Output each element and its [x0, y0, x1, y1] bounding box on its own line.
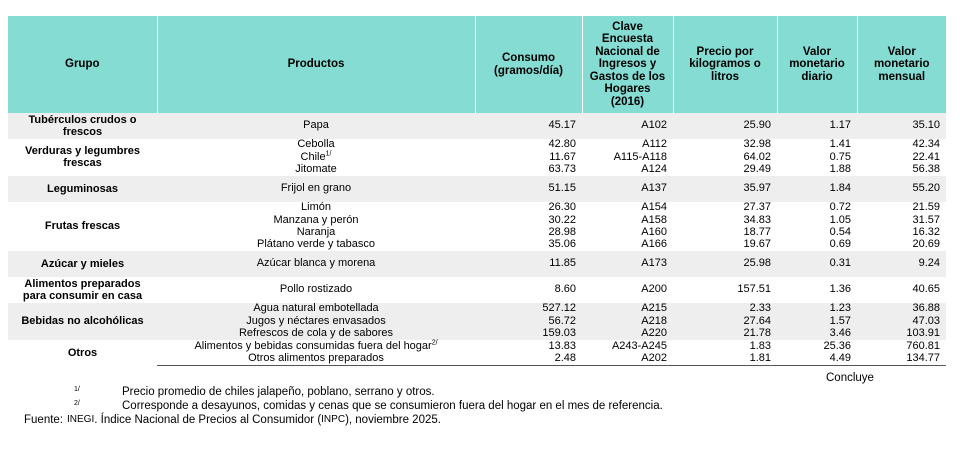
clave-cell	[582, 226, 673, 238]
consumo-cell	[475, 315, 582, 327]
consumo-cell-text: 2.48	[554, 352, 576, 365]
clave-cell	[582, 202, 673, 214]
valor-diario-cell-text: 0.72	[829, 201, 851, 214]
precio-cell	[673, 164, 777, 176]
product-cell	[157, 328, 475, 340]
footnote-mark: 1/	[74, 386, 80, 393]
consumo-cell	[475, 277, 582, 303]
consumo-cell	[475, 113, 582, 139]
precio-cell-text: 34.83	[743, 213, 771, 226]
consumo-cell	[475, 164, 582, 176]
precio-cell-text: 27.37	[743, 201, 771, 214]
valor-mensual-cell-text: 9.24	[918, 257, 940, 270]
footnote-mark: 2/	[74, 400, 80, 407]
table-row	[8, 303, 946, 315]
valor-diario-cell	[777, 226, 857, 238]
product-cell-text: Naranja	[296, 225, 336, 238]
clave-cell	[582, 176, 673, 202]
header-productos: Productos	[157, 16, 475, 113]
consumo-cell-text: 11.85	[549, 257, 576, 270]
valor-mensual-cell	[857, 139, 946, 151]
valor-diario-cell-text: 1.05	[829, 213, 851, 226]
food-basket-table	[8, 16, 946, 366]
product-cell	[157, 315, 475, 327]
product-cell	[157, 226, 475, 238]
consumo-cell-text: 56.72	[548, 314, 576, 327]
valor-mensual-cell-text: 760.81	[906, 339, 940, 352]
valor-diario-cell	[777, 251, 857, 277]
header-consumo: Consumo (gramos/día)	[475, 16, 582, 113]
valor-mensual-cell	[857, 277, 946, 303]
source-label: Fuente:	[24, 414, 63, 426]
group-cell: Azúcar y mieles	[8, 251, 157, 277]
consumo-cell-text: 26.30	[548, 201, 576, 214]
clave-cell	[582, 214, 673, 226]
consumo-cell-text: 35.06	[548, 238, 576, 251]
valor-diario-cell	[777, 113, 857, 139]
clave-cell-text: A102	[641, 119, 667, 132]
clave-cell-text: A173	[641, 257, 667, 270]
valor-diario-cell-text: 1.88	[829, 162, 851, 175]
valor-diario-cell-text: 0.31	[829, 257, 851, 270]
valor-diario-cell-text: 1.57	[829, 314, 851, 327]
product-cell	[157, 340, 475, 353]
valor-mensual-cell	[857, 353, 946, 366]
precio-cell	[673, 139, 777, 151]
precio-cell-text: 1.83	[749, 339, 771, 352]
footnote-ref: 2/	[431, 339, 438, 347]
concluye-label: Concluye	[826, 372, 874, 384]
clave-cell	[582, 139, 673, 151]
consumo-cell-text: 28.98	[548, 225, 576, 238]
precio-cell-text: 27.64	[743, 314, 771, 327]
product-cell-text: Plátano verde y tabasco	[256, 238, 376, 251]
valor-diario-cell-text: 3.46	[829, 327, 851, 340]
product-cell-text: Frijol en grano	[280, 182, 352, 195]
consumo-cell	[475, 139, 582, 151]
product-cell-text: Jitomate	[295, 162, 337, 175]
footnote-text: Corresponde a desayunos, comidas y cenas que se consumieron fuera del hogar en el mes de referencia.	[122, 400, 663, 412]
footnote-ref: 1/	[325, 150, 332, 158]
valor-mensual-cell-text: 42.34	[912, 138, 940, 151]
clave-cell	[582, 353, 673, 366]
valor-mensual-cell-text: 56.38	[912, 162, 940, 175]
product-cell-text: Limón	[301, 201, 331, 214]
valor-diario-cell	[777, 164, 857, 176]
product-cell	[157, 176, 475, 202]
precio-cell-text: 2.33	[749, 302, 771, 315]
consumo-cell	[475, 251, 582, 277]
clave-cell	[582, 251, 673, 277]
clave-cell-text: A243-A245	[611, 339, 667, 352]
table-row	[8, 202, 946, 214]
clave-cell-text: A154	[641, 201, 667, 214]
clave-cell	[582, 151, 673, 163]
valor-diario-cell-text: 1.17	[829, 119, 851, 132]
precio-cell	[673, 353, 777, 366]
clave-cell	[582, 340, 673, 353]
clave-cell-text: A215	[641, 302, 667, 315]
clave-cell	[582, 113, 673, 139]
group-cell: Frutas frescas	[44, 220, 121, 233]
consumo-cell-text: 51.15	[548, 182, 576, 195]
clave-cell-text: A200	[641, 283, 667, 296]
valor-diario-cell	[777, 214, 857, 226]
table-row	[8, 139, 946, 151]
table-row	[8, 176, 946, 202]
precio-cell	[673, 328, 777, 340]
valor-mensual-cell	[857, 315, 946, 327]
consumo-cell	[475, 340, 582, 353]
valor-diario-cell	[777, 139, 857, 151]
valor-mensual-cell	[857, 164, 946, 176]
group-cell: Tubérculos crudos o frescos	[8, 113, 157, 139]
product-cell	[157, 139, 475, 151]
product-cell-text: Azúcar blanca y morena	[256, 257, 376, 270]
consumo-cell-text: 63.73	[548, 162, 576, 175]
precio-cell-text: 25.98	[743, 257, 771, 270]
valor-diario-cell-text: 0.75	[829, 150, 851, 163]
consumo-cell	[475, 226, 582, 238]
precio-cell-text: 64.02	[743, 150, 771, 163]
clave-cell	[582, 164, 673, 176]
valor-diario-cell-text: 1.84	[829, 182, 851, 195]
valor-mensual-cell	[857, 214, 946, 226]
clave-cell-text: A158	[641, 213, 667, 226]
consumo-cell	[475, 239, 582, 251]
consumo-cell-text: 30.22	[548, 213, 576, 226]
table-row	[8, 340, 946, 353]
precio-cell	[673, 277, 777, 303]
valor-mensual-cell-text: 35.10	[912, 119, 940, 132]
footnote-text: Precio promedio de chiles jalapeño, poblano, serrano y otros.	[122, 386, 435, 398]
precio-cell	[673, 251, 777, 277]
precio-cell-text: 35.97	[743, 182, 771, 195]
header-valor-mensual: Valor monetario mensual	[857, 16, 946, 113]
precio-cell	[673, 202, 777, 214]
consumo-cell	[475, 151, 582, 163]
header-clave: Clave Encuesta Nacional de Ingresos y Gastos de los Hogares (2016)	[582, 16, 673, 113]
valor-mensual-cell-text: 134.77	[906, 352, 940, 365]
valor-diario-cell	[777, 202, 857, 214]
precio-cell	[673, 214, 777, 226]
precio-cell-text: 32.98	[743, 138, 771, 151]
table-row	[8, 277, 946, 303]
valor-mensual-cell	[857, 113, 946, 139]
header-precio: Precio por kilogramos o litros	[673, 16, 777, 113]
group-cell: Alimentos preparados para consumir en casa	[22, 277, 143, 303]
footnote-2	[74, 399, 663, 413]
header-grupo: Grupo	[8, 16, 157, 113]
product-cell-text: Jugos y néctares envasados	[246, 314, 386, 327]
valor-diario-cell-text: 1.36	[829, 283, 851, 296]
consumo-cell-text: 42.80	[548, 138, 576, 151]
valor-diario-cell-text: 25.36	[823, 339, 851, 352]
source-abbr: INPC	[321, 414, 346, 425]
product-cell-text: Refrescos de cola y de sabores	[238, 327, 394, 340]
product-cell-text: Chile	[300, 150, 326, 163]
valor-diario-cell-text: 1.23	[829, 302, 851, 315]
product-cell-text: Manzana y perón	[273, 213, 359, 226]
precio-cell	[673, 340, 777, 353]
precio-cell	[673, 113, 777, 139]
valor-mensual-cell-text: 40.65	[912, 283, 940, 296]
product-cell	[157, 353, 475, 366]
group-cell: Verduras y legumbres frescas	[25, 144, 140, 170]
product-cell-text: Cebolla	[297, 138, 335, 151]
product-cell-text: Agua natural embotellada	[253, 302, 379, 315]
product-cell	[157, 202, 475, 214]
precio-cell	[673, 239, 777, 251]
precio-cell	[673, 176, 777, 202]
clave-cell-text: A112	[642, 138, 667, 151]
valor-diario-cell	[777, 277, 857, 303]
table-body	[8, 113, 946, 366]
valor-diario-cell	[777, 303, 857, 315]
product-cell	[157, 239, 475, 251]
consumo-cell	[475, 176, 582, 202]
precio-cell-text: 29.49	[743, 162, 771, 175]
consumo-cell	[475, 202, 582, 214]
consumo-cell-text: 11.67	[549, 150, 576, 163]
consumo-cell-text: 13.83	[548, 339, 576, 352]
precio-cell-text: 25.90	[743, 119, 771, 132]
valor-mensual-cell	[857, 202, 946, 214]
table-row	[8, 113, 946, 139]
valor-diario-cell	[777, 328, 857, 340]
product-cell	[157, 214, 475, 226]
clave-cell	[582, 239, 673, 251]
valor-mensual-cell-text: 103.91	[906, 327, 940, 340]
precio-cell-text: 1.81	[749, 352, 771, 365]
precio-cell-text: 18.77	[743, 225, 771, 238]
product-cell	[157, 113, 475, 139]
group-cell: Otros	[67, 346, 98, 359]
table-header-row	[8, 16, 946, 113]
clave-cell-text: A115-A118	[613, 150, 667, 163]
valor-diario-cell	[777, 315, 857, 327]
consumo-cell-text: 8.60	[554, 283, 576, 296]
consumo-cell-text: 527.12	[542, 302, 576, 315]
precio-cell-text: 21.78	[743, 327, 771, 340]
product-cell-text: Alimentos y bebidas consumidas fuera del hogar	[194, 339, 432, 352]
precio-cell	[673, 315, 777, 327]
clave-cell-text: A160	[641, 225, 667, 238]
valor-mensual-cell-text: 20.69	[912, 238, 940, 251]
valor-diario-cell-text: 0.69	[829, 238, 851, 251]
clave-cell-text: A124	[641, 162, 667, 175]
valor-mensual-cell-text: 31.57	[912, 213, 940, 226]
valor-diario-cell-text: 1.41	[829, 138, 851, 151]
product-cell-text: Pollo rostizado	[279, 283, 353, 296]
footnotes	[24, 385, 663, 427]
valor-diario-cell	[777, 340, 857, 353]
product-cell	[157, 251, 475, 277]
consumo-cell	[475, 328, 582, 340]
clave-cell-text: A202	[641, 352, 667, 365]
precio-cell-text: 157.51	[737, 283, 771, 296]
source-line	[24, 413, 663, 427]
valor-mensual-cell-text: 21.59	[912, 201, 940, 214]
valor-diario-cell-text: 0.54	[829, 225, 851, 238]
precio-cell	[673, 303, 777, 315]
valor-mensual-cell	[857, 251, 946, 277]
valor-mensual-cell-text: 16.32	[912, 225, 940, 238]
consumo-cell	[475, 214, 582, 226]
clave-cell	[582, 315, 673, 327]
valor-mensual-cell-text: 47.03	[912, 314, 940, 327]
header-valor-diario: Valor monetario diario	[777, 16, 857, 113]
precio-cell	[673, 151, 777, 163]
valor-diario-cell	[777, 353, 857, 366]
valor-diario-cell-text: 4.49	[829, 352, 851, 365]
valor-mensual-cell	[857, 340, 946, 353]
valor-mensual-cell	[857, 239, 946, 251]
valor-mensual-cell	[857, 176, 946, 202]
source-text: . Índice Nacional de Precios al Consumidor (	[94, 414, 322, 426]
product-cell-text: Papa	[303, 119, 329, 132]
clave-cell-text: A137	[641, 182, 667, 195]
consumo-cell-text: 45.17	[548, 119, 576, 132]
source-org: INEGI	[67, 414, 95, 425]
valor-mensual-cell	[857, 328, 946, 340]
consumo-cell	[475, 353, 582, 366]
group-cell: Leguminosas	[8, 176, 157, 202]
valor-diario-cell	[777, 239, 857, 251]
product-cell	[157, 303, 475, 315]
product-cell	[157, 151, 475, 163]
footnote-1	[74, 385, 663, 399]
group-cell: Bebidas no alcohólicas	[8, 303, 157, 340]
clave-cell	[582, 277, 673, 303]
clave-cell	[582, 328, 673, 340]
valor-mensual-cell-text: 36.88	[912, 302, 940, 315]
valor-diario-cell	[777, 151, 857, 163]
valor-diario-cell	[777, 176, 857, 202]
source-tail: ), noviembre 2025.	[345, 414, 441, 426]
consumo-cell-text: 159.03	[542, 327, 576, 340]
valor-mensual-cell	[857, 151, 946, 163]
clave-cell-text: A218	[641, 314, 667, 327]
product-cell	[157, 277, 475, 303]
valor-mensual-cell-text: 55.20	[912, 182, 940, 195]
valor-mensual-cell	[857, 226, 946, 238]
valor-mensual-cell-text: 22.41	[912, 150, 940, 163]
table-row	[8, 251, 946, 277]
consumo-cell	[475, 303, 582, 315]
valor-mensual-cell	[857, 303, 946, 315]
precio-cell-text: 19.67	[743, 238, 771, 251]
clave-cell	[582, 303, 673, 315]
product-cell-text: Otros alimentos preparados	[248, 352, 384, 365]
precio-cell	[673, 226, 777, 238]
clave-cell-text: A220	[641, 327, 667, 340]
clave-cell-text: A166	[641, 238, 667, 251]
product-cell	[157, 164, 475, 176]
